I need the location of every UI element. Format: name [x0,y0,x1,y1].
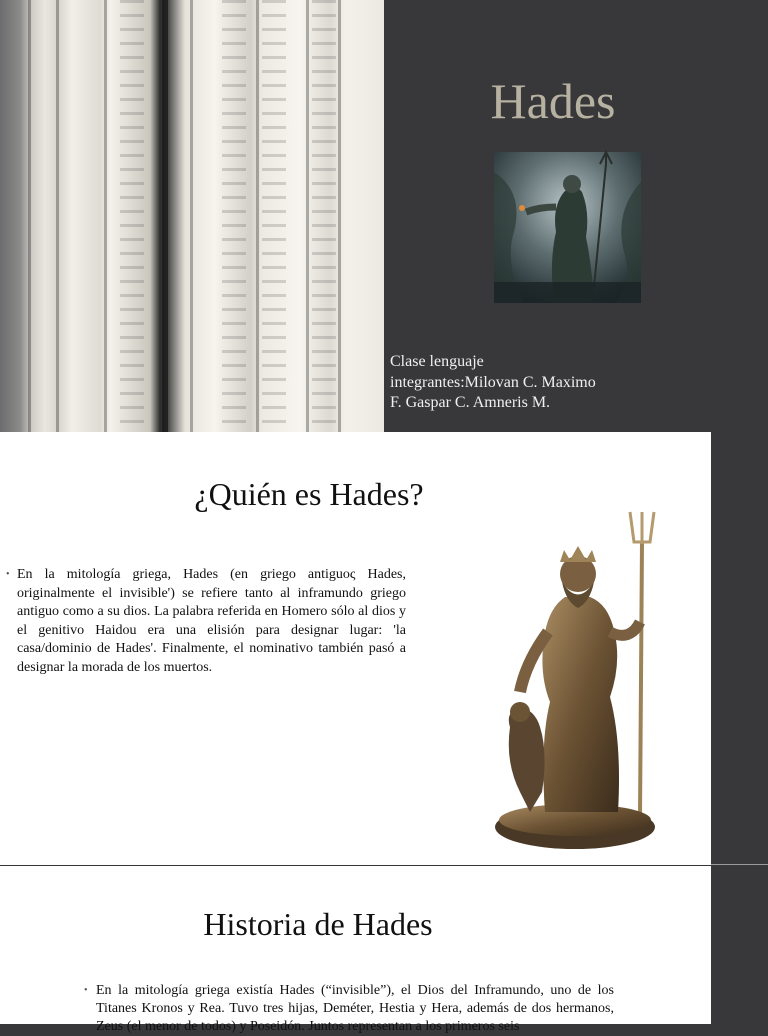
credits-line-members-cont: F. Gaspar C. Amneris M. [390,394,551,411]
title-slide [0,0,768,432]
history-text [84,982,614,1036]
history-slide [0,866,711,1034]
hades-statue-image [490,512,665,857]
bullet-icon: • [84,985,88,996]
slide-heading: ¿Quién es Hades? [194,476,424,512]
history-paragraph: En la mitología griega existía Hades (“invisible”), el Dios del Inframundo, uno de los Titanes Kronos y Rea. Tuvo tres hijas, Deméter, Hestia y Hera, además de dos hermanos, Zeus (el menor de todos) y Poseidón. Juntos representan a los primeros seis [96,983,614,1034]
slide-title: Hades [490,73,616,129]
credits-line-class: Clase lenguaje [390,353,484,370]
hades-painting [494,152,641,303]
credits-line-members: integrantes:Milovan C. Maximo [390,373,596,391]
definition-text [6,566,406,677]
credits-block [390,352,596,414]
slide-divider [711,864,768,865]
bullet-icon: • [6,569,10,580]
book-pages-photo [0,0,384,432]
who-is-hades-slide [0,432,711,865]
definition-paragraph: En la mitología griega, Hades (en griego antiguoς Hades, originalmente el invisible') se refiere tanto al inframundo griego antiguo como a su dios. La palabra referida en Homero sólo al dios y el genitivo Haidou era una elisión para designar lugar: 'la casa/dominio de Hades'. Finalmente, el nominativo también pasó a designar la morada de los muertos. [17,567,406,675]
slide-heading: Historia de Hades [203,906,433,942]
